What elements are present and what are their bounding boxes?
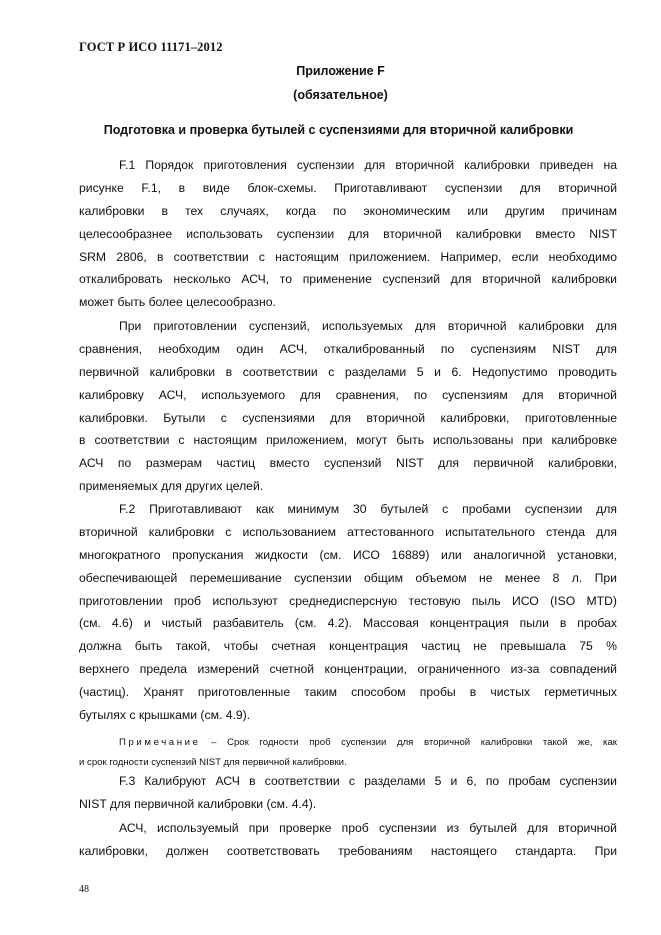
text-line: сравнения, необходим один АСЧ, откалиброванный по суспензиям NIST для	[79, 341, 617, 356]
text-line: (см. 4.6) и чистый разбавитель (см. 4.2). Массовая концентрация пыли в пробах	[79, 616, 617, 631]
text-line: NIST для первичной калибровки (см. 4.4).	[79, 796, 317, 811]
note-label: Примечание	[119, 737, 201, 748]
appendix-label: Приложение F	[296, 64, 385, 78]
text-line: должна быть такой, чтобы счетная концентрация частиц не превышала 75 %	[79, 639, 617, 654]
text-line: калибровки, должен соответствовать требованиям настоящего стандарта. При	[79, 843, 617, 858]
text-line: калибровки в тех случаях, когда по экономическим или другим причинам	[79, 203, 617, 218]
paragraph-f1	[79, 154, 617, 314]
section-title: Подготовка и проверка бутылей с суспензиями для вторичной калибровки	[103, 123, 574, 137]
text-line: откалибровать несколько АСЧ, то применение суспензий для вторичной калибровки	[79, 272, 617, 287]
paragraph-2	[79, 315, 617, 498]
note-line: и срок годности суспензий NIST для первичной калибровки.	[79, 756, 347, 768]
text-line: применяемых для других целей.	[79, 479, 264, 494]
text-line: калибровки. Бутыли с суспензиями для вторичной калибровки, приготовленные	[79, 410, 617, 425]
text-line: F.3 Калибруют АСЧ в соответствии с разделами 5 и 6, по пробам суспензии	[119, 774, 617, 788]
text-line: рисунке F.1, в виде блок-схемы. Приготавливают суспензии для вторичной	[79, 180, 617, 195]
paragraph-f3	[79, 770, 617, 816]
note-text: – Срок годности проб суспензии для вторичной калибровки такой же, как	[200, 737, 617, 748]
text-line: F.2 Приготавливают как минимум 30 бутылей с пробами суспензии для	[119, 502, 617, 516]
text-line: калибровку АСЧ, используемого для сравнения, по суспензиям для вторичной	[79, 387, 617, 402]
text-line: обеспечивающей перемешивание суспензии общим объемом не менее 8 л. При	[79, 570, 617, 585]
text-line: F.1 Порядок приготовления суспензии для вторичной калибровки приведен на	[119, 158, 617, 172]
paragraph-5	[79, 817, 617, 863]
text-line: бутылях с крышками (см. 4.9).	[79, 708, 251, 723]
text-line: АСЧ, используемый при проверке проб суспензии из бутылей для вторичной	[119, 821, 617, 835]
text-line: первичной калибровки в соответствии с разделами 5 и 6. Недопустимо проводить	[79, 364, 617, 379]
text-line: вторичной калибровки с использованием аттестованного испытательного стенда для	[79, 524, 617, 539]
text-line: приготовлении проб используют среднедисперсную тестовую пыль ИСО (ISO MTD)	[79, 593, 617, 608]
text-line: SRM 2806, в соответствии с настоящим приложением. Например, если необходимо	[79, 249, 617, 264]
note-line	[79, 733, 617, 753]
text-line: (частиц). Хранят приготовленные таким способом пробы в чистых герметичных	[79, 685, 617, 700]
text-line: АСЧ по размерам частиц вместо суспензий NIST для первичной калибровки,	[79, 456, 617, 471]
appendix-status: (обязательное)	[293, 88, 388, 102]
text-line: верхнего предела измерений счетной концентрации, ограниченного из-за совпадений	[79, 662, 617, 677]
page-number: 48	[79, 884, 89, 895]
text-line: может быть более целесообразно.	[79, 295, 276, 310]
paragraph-f2	[79, 498, 617, 727]
text-line: При приготовлении суспензий, используемых для вторичной калибровки для	[119, 319, 617, 333]
note-block	[79, 733, 617, 772]
text-line: многократного пропускания жидкости (см. ИСО 16889) или аналогичной установки,	[79, 547, 617, 562]
text-line: целесообразнее использовать суспензии для вторичной калибровки вместо NIST	[79, 226, 617, 241]
text-line: в соответствии с настоящим приложением, могут быть использованы при калибровке	[79, 433, 617, 448]
document-header: ГОСТ Р ИСО 11171–2012	[79, 40, 223, 54]
